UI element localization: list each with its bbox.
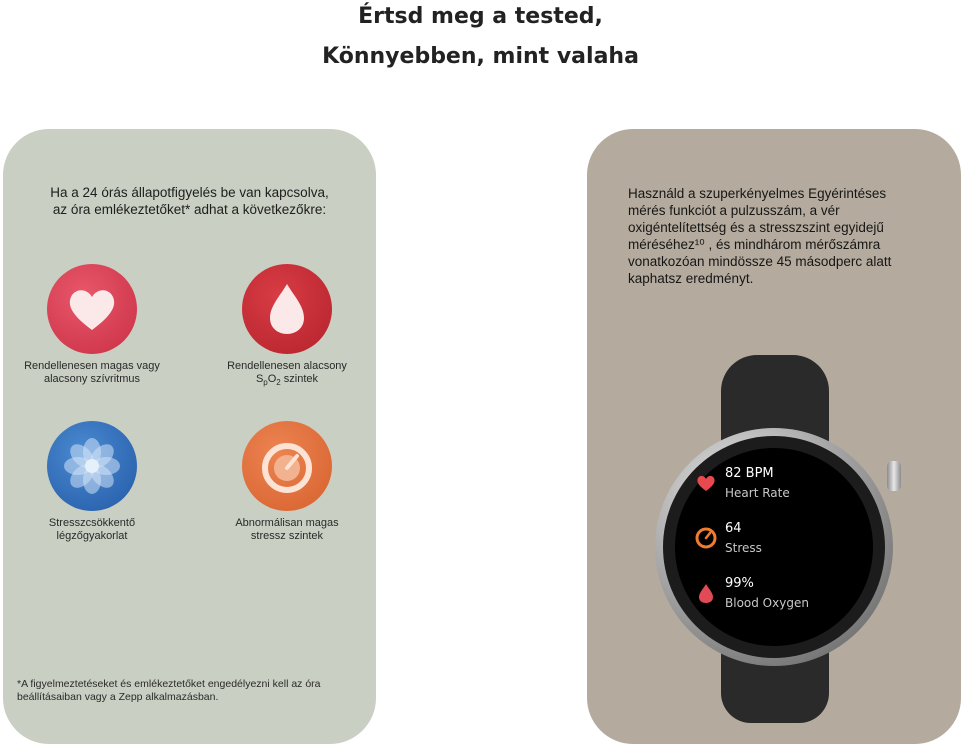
heart-rate-value: 82 BPM [725, 466, 774, 481]
alert-item-heart-rate-line-2: alacsony szívritmus [44, 373, 140, 385]
footnote-line-1: *A figyelmeztetéseket és emlékeztetőket engedélyezni kell az óra [17, 678, 321, 690]
alerts-intro [3, 184, 376, 218]
gauge-icon [242, 421, 332, 511]
headline-line-1: Értsd meg a tested, [358, 4, 603, 29]
droplet-icon [242, 264, 332, 354]
alert-item-spo2 [192, 264, 382, 389]
alert-item-heart-rate [0, 264, 187, 386]
spo2-suffix: szintek [280, 373, 319, 385]
heart-icon [695, 472, 717, 494]
footnote-line-2: beállításaiban vagy a Zepp alkalmazásban. [17, 691, 219, 703]
one-tap-intro-line-5: vonatkozóan mindössze 45 másodperc alatt [628, 254, 892, 269]
one-tap-intro-line-2: mérés funkciót a pulzusszám, a vér [628, 203, 840, 218]
one-tap-intro-line-6: kaphatsz eredményt. [628, 271, 754, 286]
droplet-icon [695, 582, 717, 604]
gauge-icon [695, 527, 717, 549]
one-tap-card [587, 129, 961, 744]
alerts-intro-line-2: az óra emlékeztetőket* adhat a következőkre: [52, 202, 327, 217]
alert-item-breathing-line-1: Stresszcsökkentő [48, 517, 136, 529]
headline-line-2: Könnyebben, mint valaha [322, 44, 639, 69]
alerts-intro-line-1: Ha a 24 órás állapotfigyelés be van kapcsolva, [50, 185, 329, 200]
one-tap-intro [628, 185, 928, 287]
alerts-card [3, 129, 376, 744]
watch-crown [887, 461, 901, 491]
blood-oxygen-label: Blood Oxygen [725, 596, 809, 610]
blood-oxygen-value: 99% [725, 576, 754, 591]
alert-item-stress-line-1: Abnormálisan magas [235, 517, 339, 529]
alert-item-spo2-line-2 [192, 373, 382, 389]
alert-item-stress [192, 421, 382, 543]
one-tap-intro-line-1: Használd a szuperkényelmes Egyérintéses [628, 186, 887, 201]
one-tap-intro-line-3: oxigéntelítettség és a stresszszint egyidejű [628, 220, 884, 235]
alert-item-breathing [0, 421, 187, 543]
spo2-o: O [267, 373, 277, 385]
alert-item-heart-rate-line-1: Rendellenesen magas vagy [24, 360, 160, 372]
flower-icon [47, 421, 137, 511]
stress-label: Stress [725, 541, 762, 555]
footnote [17, 678, 367, 704]
spo2-sub-2: 2 [276, 378, 281, 388]
alert-item-breathing-line-2: légzőgyakorlat [56, 530, 128, 542]
alert-item-spo2-line-1: Rendellenesen alacsony [227, 360, 347, 372]
spo2-sub-p: p [263, 378, 268, 388]
heart-rate-label: Heart Rate [725, 486, 790, 500]
spo2-s: S [255, 373, 264, 385]
alert-item-stress-line-2: stressz szintek [250, 530, 324, 542]
one-tap-intro-line-4: méréséhez¹⁰ , és mindhárom mérőszámra [628, 237, 881, 252]
heart-icon [47, 264, 137, 354]
stress-value: 64 [725, 521, 742, 536]
